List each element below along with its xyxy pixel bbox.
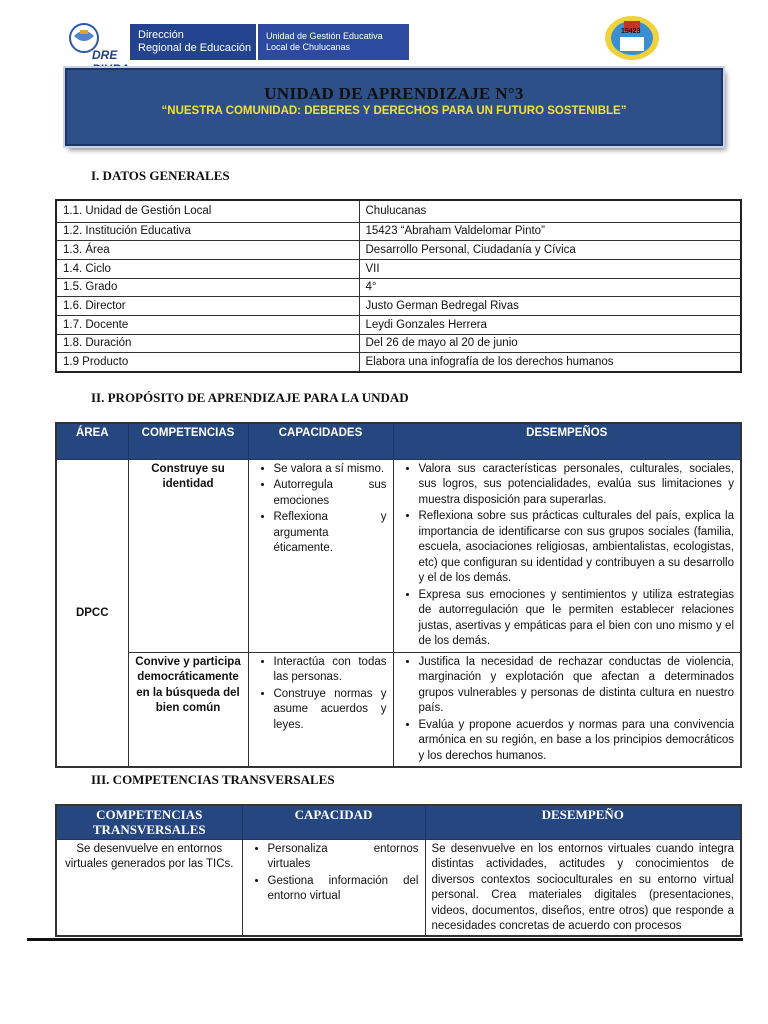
table-row (56, 459, 741, 652)
field-value: Del 26 de mayo al 20 de junio (359, 334, 741, 353)
section-3-heading: III. COMPETENCIAS TRANSVERSALES (91, 772, 335, 787)
table-row (56, 200, 741, 222)
header-capacidades: CAPACIDADES (248, 423, 393, 459)
table-row (56, 353, 741, 372)
section-1-heading: I. DATOS GENERALES (91, 168, 230, 183)
list-item: • Autorregula sus emociones (274, 478, 387, 509)
field-label: 1.3. Área (56, 241, 359, 260)
list-item: • Expresa sus emociones y sentimientos y utiliza estrategias de autorregulación que le permiten establecer relaciones justas, asertivas y empáticas para el bien con uno mismo y el de los demás. (419, 588, 735, 650)
field-label: 1.7. Docente (56, 315, 359, 334)
school-number: 15423 (621, 28, 641, 35)
list-item: • Reflexiona y argumenta éticamente. (274, 510, 387, 557)
header-competencias-transversales: COMPETENCIAS TRANSVERSALES (56, 805, 242, 839)
ugel-name-box (258, 24, 409, 60)
list-item: • Gestiona información del entorno virtual (268, 874, 419, 905)
unit-subtitle: “NUESTRA COMUNIDAD: DEBERES Y DERECHOS PARA UN FUTURO SOSTENIBLE” (161, 105, 627, 117)
field-label: 1.1. Unidad de Gestión Local (56, 200, 359, 222)
field-label: 1.4. Ciclo (56, 259, 359, 278)
header-desempeno: DESEMPEÑO (425, 805, 741, 839)
field-label: 1.2. Institución Educativa (56, 222, 359, 241)
table-row (56, 222, 741, 241)
section-2-heading: II. PROPÓSITO DE APRENDIZAJE PARA LA UNDAD (91, 390, 409, 405)
field-value: Elabora una infografía de los derechos humanos (359, 353, 741, 372)
capacidades-list (250, 655, 392, 734)
field-value: 4° (359, 278, 741, 297)
capacidad-list (244, 842, 424, 905)
learning-purpose-table (55, 422, 742, 768)
desempenos-list (395, 655, 740, 765)
header-competencias: COMPETENCIAS (128, 423, 248, 459)
table-row (56, 839, 741, 936)
list-item: • Interactúa con todas las personas. (274, 655, 387, 686)
competencia-cell: Convive y participa democráticamente en la búsqueda del bien común (128, 652, 248, 767)
general-data-table (55, 199, 742, 373)
transversal-competencies-table (55, 804, 742, 937)
desempenos-cell (393, 652, 741, 767)
page-bottom-rule (27, 938, 743, 941)
field-value: 15423 “Abraham Valdelomar Pinto” (359, 222, 741, 241)
field-value: Leydi Gonzales Herrera (359, 315, 741, 334)
desempenos-list (395, 462, 740, 650)
table-row (56, 334, 741, 353)
competencia-cell: Construye su identidad (128, 459, 248, 652)
list-item: • Personaliza entornos virtuales (268, 842, 419, 873)
field-label: 1.5. Grado (56, 278, 359, 297)
header-desempenos: DESEMPEÑOS (393, 423, 741, 459)
list-item: • Se valora a sí mismo. (274, 462, 387, 478)
area-cell: DPCC (56, 459, 128, 767)
table-row (56, 278, 741, 297)
ugel-line2: Local de Chulucanas (266, 42, 351, 52)
transversal-capacidad-cell (242, 839, 425, 936)
dre-line1: Dirección (138, 29, 184, 41)
table-row (56, 241, 741, 260)
transversal-desempeno-cell: Se desenvuelve en los entornos virtuales cuando integra distintas actividades, actitudes y conocimientos de diversos contextos socioculturales en su entorno virtual personal. Crea materiales digitales (presentaciones, videos, documentos, diseños, entre otros) que responde a necesidades concretas de acuerdo con procesos (425, 839, 741, 936)
field-value: Chulucanas (359, 200, 741, 222)
capacidades-cell (248, 652, 393, 767)
list-item: • Valora sus características personales, culturales, sociales, sus logros, sus potencialidades, evalúa sus limitaciones y muestra disposición para superarlas. (419, 462, 735, 509)
header-area: ÁREA (56, 423, 128, 459)
table-row (56, 259, 741, 278)
school-shield-logo (604, 15, 660, 61)
title-banner (65, 68, 723, 146)
capacidades-cell (248, 459, 393, 652)
field-label: 1.6. Director (56, 297, 359, 316)
field-label: 1.8. Duración (56, 334, 359, 353)
field-value: VII (359, 259, 741, 278)
dre-logo-text: DRE (92, 48, 118, 62)
dre-piura-logo (68, 22, 128, 62)
table-row (56, 652, 741, 767)
transversal-competencia-cell: Se desenvuelve en entornos virtuales generados por las TICs. (56, 839, 242, 936)
dre-name-box (130, 24, 256, 60)
list-item: • Justifica la necesidad de rechazar conductas de violencia, marginación y explotación que afectan a determinados grupos vulnerables y personas de distinta cultura en nuestro país. (419, 655, 735, 717)
header-capacidad: CAPACIDAD (242, 805, 425, 839)
capacidades-list (250, 462, 392, 557)
field-label: 1.9 Producto (56, 353, 359, 372)
unit-title: UNIDAD DE APRENDIZAJE N°3 (264, 84, 524, 103)
list-item: • Construye normas y asume acuerdos y leyes. (274, 687, 387, 734)
table-row (56, 297, 741, 316)
list-item: • Reflexiona sobre sus prácticas culturales del país, explica la importancia de identificarse con sus grupos sociales (familia, escuela, asociaciones religiosas, ambientalistas, ecologistas, etc) que configuran su identidad y contribuyen a su desarrollo y el de los demás. (419, 509, 735, 587)
table-row (56, 315, 741, 334)
field-value: Justo German Bedregal Rivas (359, 297, 741, 316)
ugel-line1: Unidad de Gestión Educativa (266, 31, 383, 41)
dre-line2: Regional de Educación (138, 42, 252, 54)
field-value: Desarrollo Personal, Ciudadanía y Cívica (359, 241, 741, 260)
desempenos-cell (393, 459, 741, 652)
list-item: • Evalúa y propone acuerdos y normas para una convivencia armónica en su región, en base a los principios democráticos y los derechos humanos. (419, 718, 735, 765)
